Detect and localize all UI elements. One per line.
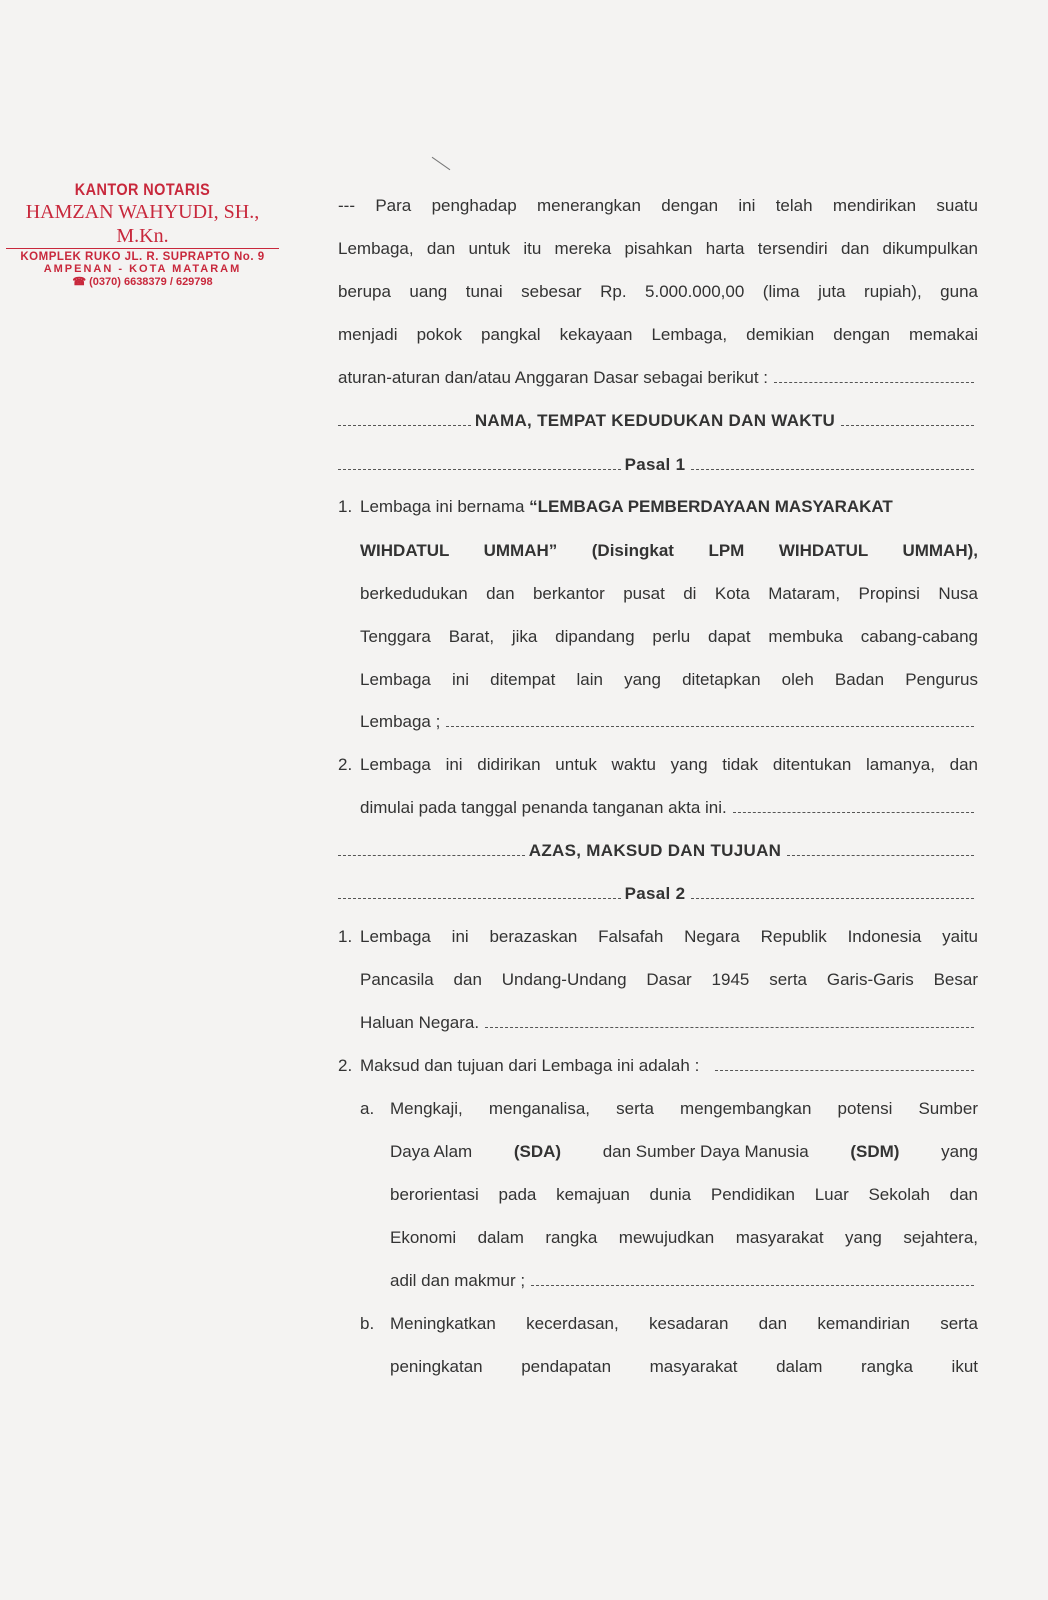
intro-line: berupa uang tunai sebesar Rp. 5.000.000,00 (lima juta rupiah), guna	[338, 282, 978, 301]
stamp-address-1: KOMPLEK RUKO JL. R. SUPRAPTO No. 9	[20, 251, 265, 263]
notary-stamp	[0, 180, 285, 288]
dash-filler	[787, 854, 974, 856]
intro-line: menjadi pokok pangkal kekayaan Lembaga, demikian dengan memakai	[338, 325, 978, 344]
dash-filler	[338, 897, 621, 899]
stamp-phone: ☎ (0370) 6638379 / 629798	[72, 276, 213, 288]
clause-text: dan Sumber Daya Manusia	[602, 1142, 809, 1161]
clause-text: berorientasi pada kemajuan dunia Pendidikan Luar Sekolah dan	[390, 1185, 978, 1204]
clause-text: Mengkaji, menganalisa, serta mengembangkan potensi Sumber	[390, 1099, 978, 1118]
clause-text: Tenggara Barat, jika dipandang perlu dapat membuka cabang-cabang	[360, 627, 978, 646]
clause-text: adil dan makmur ;	[390, 1271, 526, 1290]
clause-text: Haluan Negara.	[360, 1013, 480, 1032]
dash-filler	[774, 381, 974, 383]
intro-line: --- Para penghadap menerangkan dengan ini telah mendirikan suatu	[338, 196, 978, 215]
clause-text: Daya Alam	[390, 1142, 473, 1161]
clause-text-bold: (SDA)	[513, 1142, 562, 1161]
clause-text: Meningkatkan kecerdasan, kesadaran dan kemandirian serta	[390, 1314, 978, 1333]
clause-text: Maksud dan tujuan dari Lembaga ini adalah :	[360, 1056, 700, 1075]
clause-text-bold: “LEMBAGA PEMBERDAYAAN MASYARAKAT	[529, 497, 893, 516]
item-number: 2.	[338, 1056, 353, 1075]
sub-item-letter: b.	[360, 1314, 375, 1333]
dash-filler	[338, 854, 525, 856]
dash-filler	[691, 468, 974, 470]
section-heading: NAMA, TEMPAT KEDUDUKAN DAN WAKTU	[474, 411, 836, 430]
sub-item-letter: a.	[360, 1099, 375, 1118]
clause-text: Lembaga ini bernama	[360, 497, 530, 516]
clause-text: dimulai pada tanggal penanda tanganan akta ini.	[360, 798, 727, 817]
clause-text: peningkatan pendapatan masyarakat dalam rangka ikut	[390, 1357, 978, 1376]
dash-filler	[733, 811, 974, 813]
section-heading: AZAS, MAKSUD DAN TUJUAN	[528, 841, 782, 860]
pasal-heading: Pasal 2	[624, 884, 686, 903]
item-number: 1.	[338, 927, 353, 946]
pen-mark	[432, 157, 451, 170]
clause-text: Lembaga ini berazaskan Falsafah Negara Republik Indonesia yaitu	[360, 927, 978, 946]
stamp-notary-name: HAMZAN WAHYUDI, SH., M.Kn.	[6, 200, 279, 249]
dash-filler	[841, 424, 974, 426]
clause-text: Lembaga ini didirikan untuk waktu yang tidak ditentukan lamanya, dan	[360, 755, 978, 774]
dash-filler	[715, 1069, 974, 1071]
dash-filler	[446, 725, 974, 727]
clause-text: Pancasila dan Undang-Undang Dasar 1945 serta Garis-Garis Besar	[360, 970, 978, 989]
clause-text-bold: (SDM)	[850, 1142, 900, 1161]
clause-text: Lembaga ;	[360, 712, 441, 731]
clause-text: yang	[941, 1142, 978, 1161]
stamp-address-2: AMPENAN - KOTA MATARAM	[43, 263, 242, 275]
dash-filler	[531, 1284, 974, 1286]
item-number: 2.	[338, 755, 353, 774]
dash-filler	[338, 468, 621, 470]
intro-line: Lembaga, dan untuk itu mereka pisahkan harta tersendiri dan dikumpulkan	[338, 239, 978, 258]
pasal-heading: Pasal 1	[624, 455, 686, 474]
dash-filler	[485, 1026, 974, 1028]
intro-line: aturan-aturan dan/atau Anggaran Dasar sebagai berikut :	[338, 368, 769, 387]
clause-text-bold: WIHDATUL UMMAH” (Disingkat LPM WIHDATUL UMMAH),	[360, 541, 978, 560]
stamp-office: KANTOR NOTARIS	[74, 180, 211, 199]
clause-text: Ekonomi dalam rangka mewujudkan masyarakat yang sejahtera,	[390, 1228, 978, 1247]
dash-filler	[691, 897, 974, 899]
dash-filler	[338, 424, 471, 426]
clause-text: berkedudukan dan berkantor pusat di Kota Mataram, Propinsi Nusa	[360, 584, 978, 603]
item-number: 1.	[338, 497, 353, 516]
clause-text: Lembaga ini ditempat lain yang ditetapkan oleh Badan Pengurus	[360, 670, 978, 689]
